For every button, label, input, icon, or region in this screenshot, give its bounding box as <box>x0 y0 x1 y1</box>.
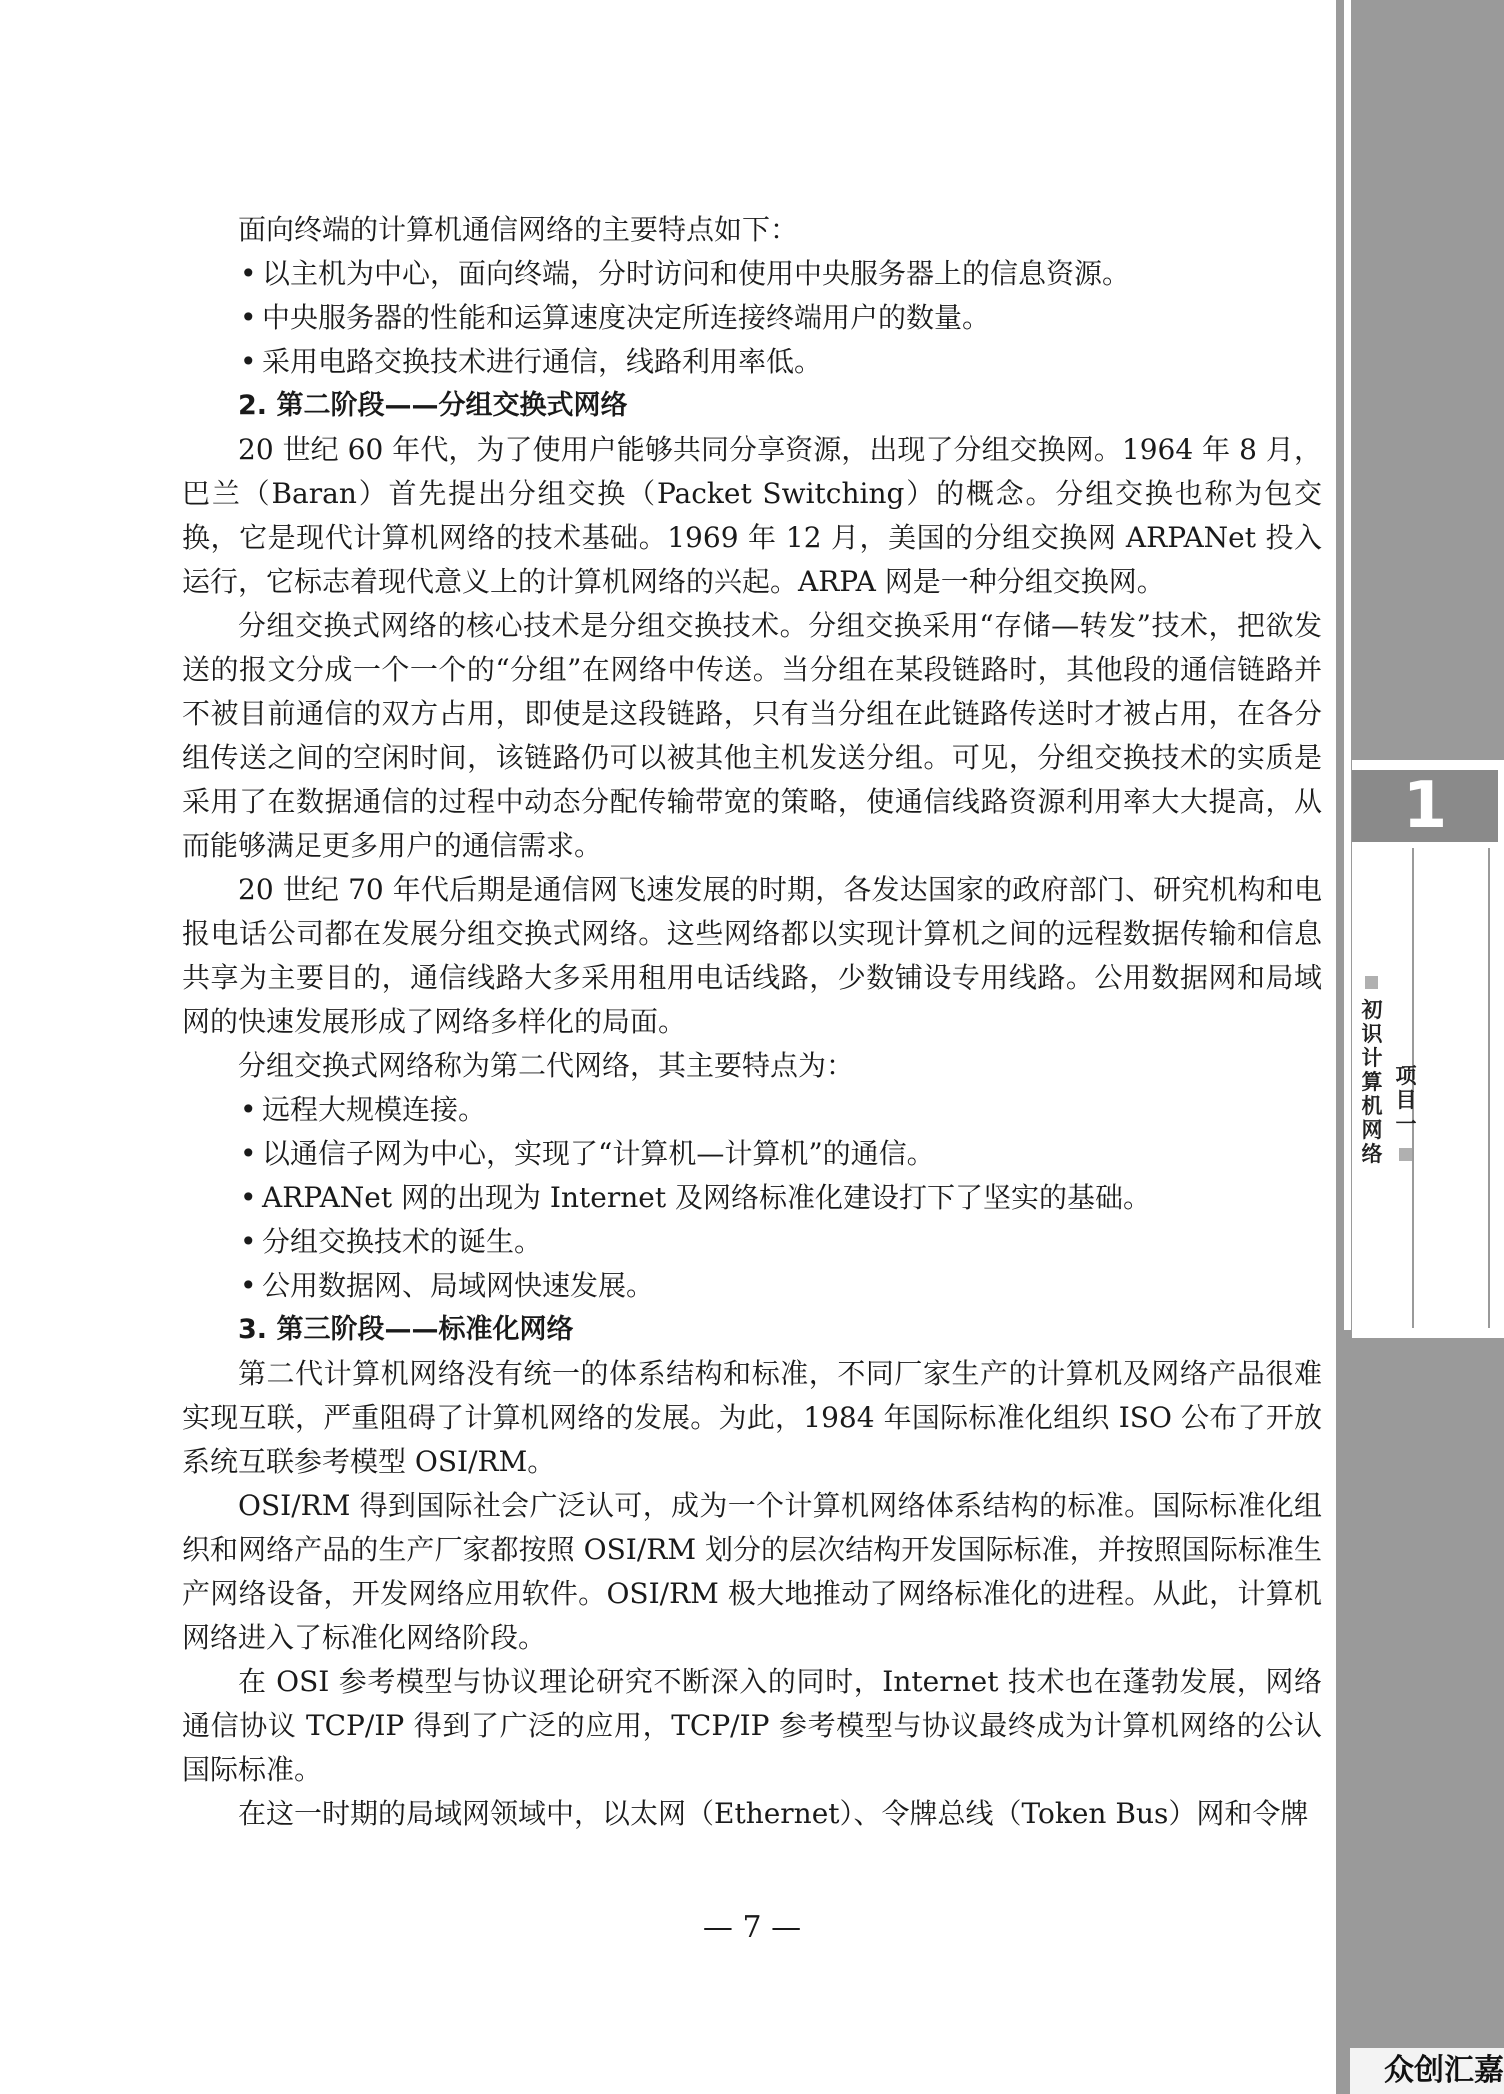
bullet-dot: • <box>240 257 257 290</box>
bullet-item <box>182 1088 1322 1132</box>
page-body <box>182 208 1322 1836</box>
bullet-item <box>182 252 1322 296</box>
bullet-dot: • <box>240 1181 257 1214</box>
bullet-text: 采用电路交换技术进行通信，线路利用率低。 <box>262 345 823 378</box>
project-label: 项目一 <box>1395 1064 1417 1136</box>
paragraph: 20 世纪 60 年代，为了使用户能够共同分享资源，出现了分组交换网。1964 年 8 月，巴兰（Baran）首先提出分组交换（Packet Switching）的概念。分组交换也称为包交换，它是现代计算机网络的技术基础。1969 年 12 月，美国的分组交换网 ARPANet 投入运行，它标志着现代意义上的计算机网络的兴起。ARPA 网是一种分组交换网。 <box>182 433 1322 598</box>
paragraph: 20 世纪 70 年代后期是通信网飞速发展的时期，各发达国家的政府部门、研究机构和电报电话公司都在发展分组交换式网络。这些网络都以实现计算机之间的远程数据传输和信息共享为主要目的，通信线路大多采用租用电话线路，少数铺设专用线路。公用数据网和局域网的快速发展形成了网络多样化的局面。 <box>182 873 1322 1038</box>
page-number: — 7 — <box>702 1910 802 1945</box>
bullet-dot: • <box>240 1269 257 1302</box>
bullet-dot: • <box>240 1093 257 1126</box>
paragraph: 分组交换式网络的核心技术是分组交换技术。分组交换采用“存储—转发”技术，把欲发送的报文分成一个一个的“分组”在网络中传送。当分组在某段链路时，其他段的通信链路并不被目前通信的双方占用，即使是这段链路，只有当分组在此链路传送时才被占用，在各分组传送之间的空闲时间，该链路仍可以被其他主机发送分组。可见，分组交换技术的实质是采用了在数据通信的过程中动态分配传输带宽的策略，使通信线路资源利用率大大提高，从而能够满足更多用户的通信需求。 <box>182 609 1322 862</box>
paragraph: 在这一时期的局域网领域中，以太网（Ethernet）、令牌总线（Token Bus）网和令牌 <box>238 1797 1309 1830</box>
bullet-text: 分组交换技术的诞生。 <box>262 1225 543 1258</box>
section-heading: 2. 第二阶段——分组交换式网络 <box>238 390 628 421</box>
side-tab-stripe <box>1344 0 1351 1330</box>
bullet-item <box>182 1132 1322 1176</box>
paragraph: 面向终端的计算机通信网络的主要特点如下： <box>238 213 799 246</box>
bullet-item <box>182 1220 1322 1264</box>
bullet-text: 远程大规模连接。 <box>262 1093 487 1126</box>
bullet-text: 公用数据网、局域网快速发展。 <box>262 1269 655 1302</box>
bullet-dot: • <box>240 301 257 334</box>
bullet-text: 以通信子网为中心，实现了“计算机—计算机”的通信。 <box>262 1137 935 1170</box>
bullet-item <box>182 340 1322 384</box>
bullet-text: ARPANet 网的出现为 Internet 及网络标准化建设打下了坚实的基础。 <box>262 1181 1151 1214</box>
bullet-text: 中央服务器的性能和运算速度决定所连接终端用户的数量。 <box>262 301 991 334</box>
bullet-item <box>182 1176 1322 1220</box>
side-tab-square-marker <box>1399 1148 1412 1161</box>
watermark-logo: 众创汇嘉 <box>1350 2048 1504 2094</box>
bullet-item <box>182 296 1322 340</box>
paragraph: 在 OSI 参考模型与协议理论研究不断深入的同时，Internet 技术也在蓬勃发展，网络通信协议 TCP/IP 得到了广泛的应用，TCP/IP 参考模型与协议最终成为计算机网络的公认国际标准。 <box>182 1665 1322 1786</box>
chapter-title: 初识计算机网络 <box>1361 998 1383 1166</box>
bullet-dot: • <box>240 1225 257 1258</box>
section-heading: 3. 第三阶段——标准化网络 <box>238 1314 574 1345</box>
paragraph: 第二代计算机网络没有统一的体系结构和标准，不同厂家生产的计算机及网络产品很难实现互联，严重阻碍了计算机网络的发展。为此，1984 年国际标准化组织 ISO 公布了开放系统互联参考模型 OSI/RM。 <box>182 1357 1322 1478</box>
paragraph: OSI/RM 得到国际社会广泛认可，成为一个计算机网络体系结构的标准。国际标准化组织和网络产品的生产厂家都按照 OSI/RM 划分的层次结构开发国际标准，并按照国际标准生产网络设备，开发网络应用软件。OSI/RM 极大地推动了网络标准化的进程。从此，计算机网络进入了标准化网络阶段。 <box>182 1489 1322 1654</box>
paragraph: 分组交换式网络称为第二代网络，其主要特点为： <box>238 1049 855 1082</box>
chapter-number-tab: 1 <box>1352 770 1498 842</box>
bullet-item <box>182 1264 1322 1308</box>
side-tab-square-marker <box>1365 976 1378 989</box>
side-tab-rule <box>1488 848 1490 1328</box>
bullet-text: 以主机为中心，面向终端，分时访问和使用中央服务器上的信息资源。 <box>262 257 1131 290</box>
bullet-dot: • <box>240 345 257 378</box>
bullet-dot: • <box>240 1137 257 1170</box>
